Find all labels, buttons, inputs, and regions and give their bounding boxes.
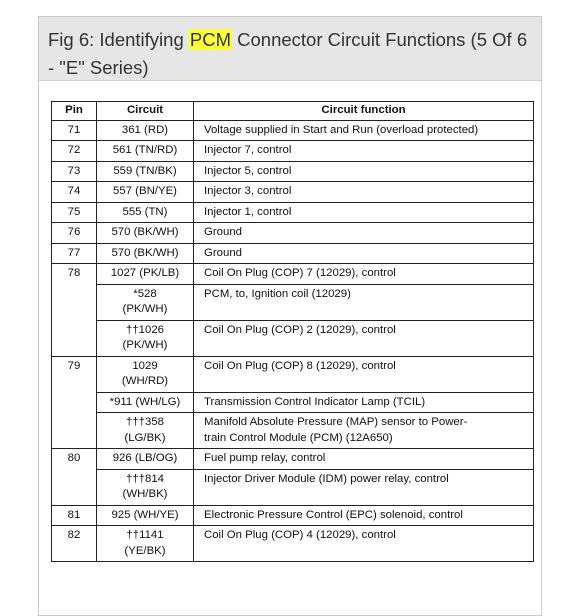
circuit-cell: ††1141 (YE/BK) — [97, 526, 194, 562]
table-row — [52, 284, 534, 320]
table-row — [52, 243, 534, 264]
caption-prefix: Fig 6: Identifying — [48, 29, 189, 50]
header-pin: Pin — [52, 102, 97, 121]
caption-suffix: Connector Circuit Functions (5 Of 6 - "E" Series) — [48, 29, 528, 78]
table-row — [52, 526, 534, 562]
table-row — [52, 120, 534, 141]
table-row — [52, 505, 534, 526]
circuit-function-cell: Transmission Control Indicator Lamp (TCIL) — [194, 392, 534, 413]
scanned-table-image — [51, 101, 533, 562]
table-row — [52, 469, 534, 505]
table-body — [52, 120, 534, 562]
figure-frame — [38, 16, 542, 616]
pin-cell: 78 — [52, 264, 97, 357]
pin-cell: 81 — [52, 505, 97, 526]
figure-caption — [39, 17, 541, 81]
header-circuit-function: Circuit function — [194, 102, 534, 121]
circuit-function-cell: Ground — [194, 243, 534, 264]
circuit-function-cell: Coil On Plug (COP) 8 (12029), control — [194, 356, 534, 392]
table-row — [52, 223, 534, 244]
pin-cell: 79 — [52, 356, 97, 449]
table-row — [52, 356, 534, 392]
pin-cell: 80 — [52, 449, 97, 506]
circuit-function-cell: Injector 3, control — [194, 182, 534, 203]
table-row — [52, 320, 534, 356]
circuit-function-cell: PCM, to, Ignition coil (12029) — [194, 284, 534, 320]
pin-cell: 75 — [52, 202, 97, 223]
circuit-cell: 926 (LB/OG) — [97, 449, 194, 470]
table-row — [52, 449, 534, 470]
pin-cell: 72 — [52, 141, 97, 162]
caption-highlight: PCM — [189, 29, 232, 50]
circuit-cell: 570 (BK/WH) — [97, 223, 194, 244]
pin-cell: 76 — [52, 223, 97, 244]
circuit-cell: *528 (PK/WH) — [97, 284, 194, 320]
table-row — [52, 161, 534, 182]
circuit-function-cell: Voltage supplied in Start and Run (overload protected) — [194, 120, 534, 141]
circuit-cell: ††1026 (PK/WH) — [97, 320, 194, 356]
table-row — [52, 392, 534, 413]
pin-cell: 82 — [52, 526, 97, 562]
circuit-function-cell: Electronic Pressure Control (EPC) solenoid, control — [194, 505, 534, 526]
table-row — [52, 413, 534, 449]
table-header-row — [52, 102, 534, 121]
circuit-cell: 361 (RD) — [97, 120, 194, 141]
circuit-function-cell: Injector 1, control — [194, 202, 534, 223]
circuit-function-cell: Injector 5, control — [194, 161, 534, 182]
pin-cell: 73 — [52, 161, 97, 182]
circuit-function-cell: Ground — [194, 223, 534, 244]
circuit-cell: †††358 (LG/BK) — [97, 413, 194, 449]
pcm-connector-table — [51, 101, 534, 562]
circuit-cell: 1029 (WH/RD) — [97, 356, 194, 392]
circuit-function-cell: Manifold Absolute Pressure (MAP) sensor to Power- train Control Module (PCM) (12A650) — [194, 413, 534, 449]
circuit-cell: 559 (TN/BK) — [97, 161, 194, 182]
circuit-cell: 925 (WH/YE) — [97, 505, 194, 526]
circuit-function-cell: Injector 7, control — [194, 141, 534, 162]
pin-cell: 77 — [52, 243, 97, 264]
table-row — [52, 141, 534, 162]
circuit-cell: 570 (BK/WH) — [97, 243, 194, 264]
circuit-function-cell: Coil On Plug (COP) 4 (12029), control — [194, 526, 534, 562]
table-row — [52, 264, 534, 285]
circuit-function-cell: Injector Driver Module (IDM) power relay, control — [194, 469, 534, 505]
table-row — [52, 182, 534, 203]
table-row — [52, 202, 534, 223]
circuit-function-cell: Coil On Plug (COP) 2 (12029), control — [194, 320, 534, 356]
header-circuit: Circuit — [97, 102, 194, 121]
pin-cell: 71 — [52, 120, 97, 141]
circuit-function-cell: Fuel pump relay, control — [194, 449, 534, 470]
circuit-cell: †††814 (WH/BK) — [97, 469, 194, 505]
circuit-cell: 555 (TN) — [97, 202, 194, 223]
circuit-cell: 1027 (PK/LB) — [97, 264, 194, 285]
circuit-cell: *911 (WH/LG) — [97, 392, 194, 413]
circuit-function-cell: Coil On Plug (COP) 7 (12029), control — [194, 264, 534, 285]
circuit-cell: 557 (BN/YE) — [97, 182, 194, 203]
circuit-cell: 561 (TN/RD) — [97, 141, 194, 162]
pin-cell: 74 — [52, 182, 97, 203]
